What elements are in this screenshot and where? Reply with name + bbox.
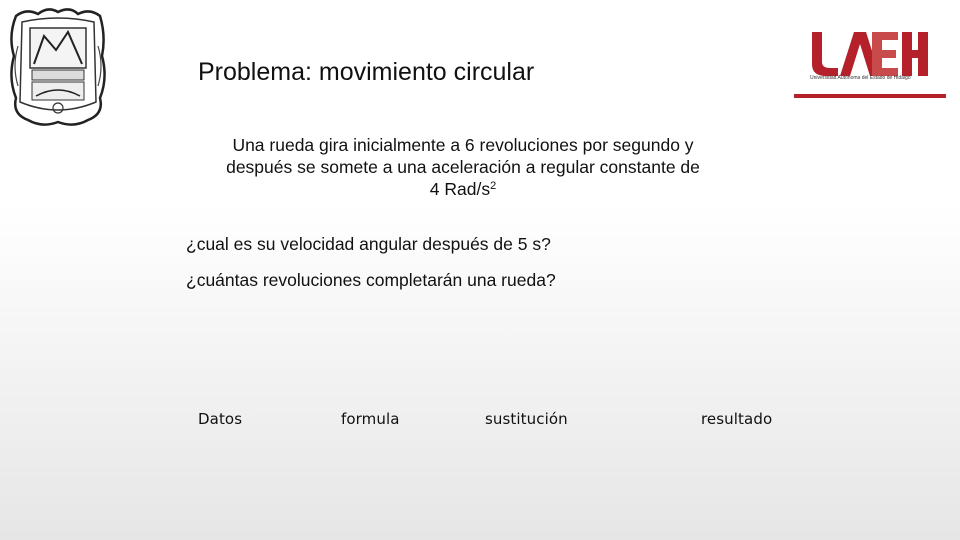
column-formula: formula — [341, 410, 400, 428]
column-resultado: resultado — [701, 410, 773, 428]
logo-underline — [794, 94, 946, 98]
statement-value: 4 Rad/s — [429, 179, 491, 199]
university-seal-icon — [8, 6, 108, 128]
problem-statement — [180, 134, 746, 200]
logo-tagline: Universidad Autónoma del Estado de Hidalgo — [810, 75, 911, 81]
statement-line-2: después se somete a una aceleración a regular constante de — [226, 157, 700, 177]
column-sustitucion: sustitución — [485, 410, 568, 428]
uaeh-logo-icon — [794, 28, 946, 100]
column-datos: Datos — [198, 410, 243, 428]
question-1: ¿cual es su velocidad angular después de 5 s? — [186, 234, 551, 254]
statement-exponent: 2 — [490, 180, 497, 192]
slide-title: Problema: movimiento circular — [198, 58, 535, 86]
statement-line-3 — [180, 178, 746, 200]
statement-line-1: Una rueda gira inicialmente a 6 revoluciones por segundo y — [232, 135, 694, 155]
question-2: ¿cuántas revoluciones completarán una rueda? — [186, 270, 556, 290]
